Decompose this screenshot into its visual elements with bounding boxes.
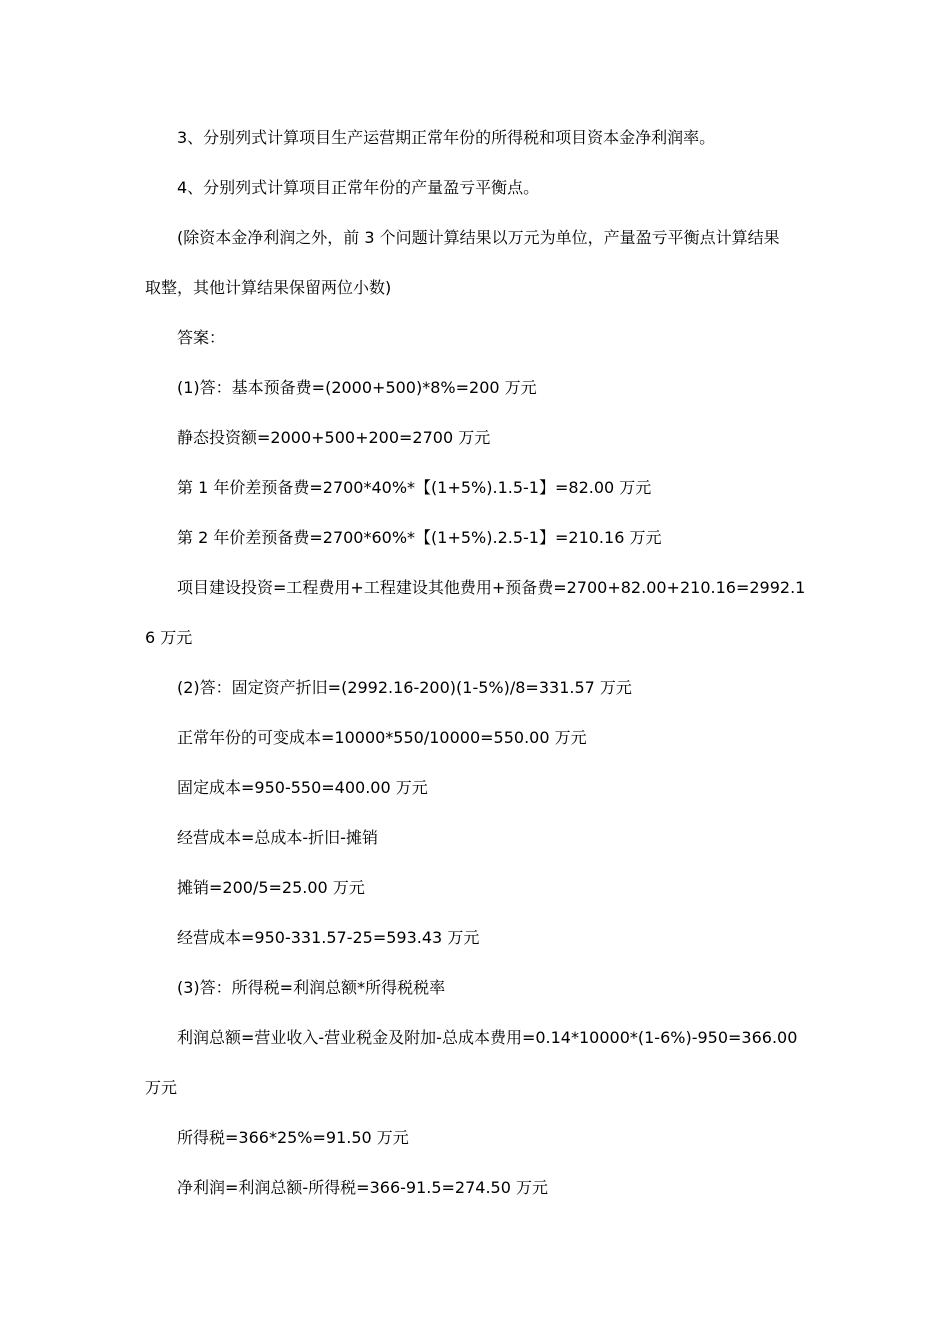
answer-2-depreciation: (2)答：固定资产折旧=(2992.16-200)(1-5%)/8=331.57 万元 [177,678,632,697]
net-profit-line: 净利润=利润总额-所得税=366-91.5=274.50 万元 [177,1178,549,1197]
total-profit-line-1: 利润总额=营业收入-营业税金及附加-总成本费用=0.14*10000*(1-6%)-950=366.00 [177,1028,798,1047]
year-2-price-reserve-line: 第 2 年价差预备费=2700*60%*【(1+5%).2.5-1】=210.16 万元 [177,528,662,547]
operating-cost-value: 经营成本=950-331.57-25=593.43 万元 [177,928,480,947]
income-tax-value: 所得税=366*25%=91.50 万元 [177,1128,409,1147]
rounding-note-line-1: (除资本金净利润之外，前 3 个问题计算结果以万元为单位，产量盈亏平衡点计算结果 [177,228,780,247]
question-3-text: 3、分别列式计算项目生产运营期正常年份的所得税和项目资本金净利润率。 [177,128,716,147]
fixed-cost-line: 固定成本=950-550=400.00 万元 [177,778,428,797]
answer-1-basic-reserve: (1)答：基本预备费=(2000+500)*8%=200 万元 [177,378,537,397]
question-4-text: 4、分别列式计算项目正常年份的产量盈亏平衡点。 [177,178,540,197]
total-profit-line-2: 万元 [145,1078,178,1097]
answer-3-income-tax: (3)答：所得税=利润总额*所得税税率 [177,978,446,997]
construction-investment-line-1: 项目建设投资=工程费用+工程建设其他费用+预备费=2700+82.00+210.16=2992.1 [177,578,806,597]
static-investment-line: 静态投资额=2000+500+200=2700 万元 [177,428,491,447]
construction-investment-line-2: 6 万元 [145,628,193,647]
variable-cost-line: 正常年份的可变成本=10000*550/10000=550.00 万元 [177,728,587,747]
rounding-note-line-2: 取整，其他计算结果保留两位小数) [145,278,392,297]
answer-heading: 答案： [177,328,226,347]
year-1-price-reserve-line: 第 1 年价差预备费=2700*40%*【(1+5%).1.5-1】=82.00 万元 [177,478,652,497]
amortization-line: 摊销=200/5=25.00 万元 [177,878,365,897]
operating-cost-formula: 经营成本=总成本-折旧-摊销 [177,828,378,847]
